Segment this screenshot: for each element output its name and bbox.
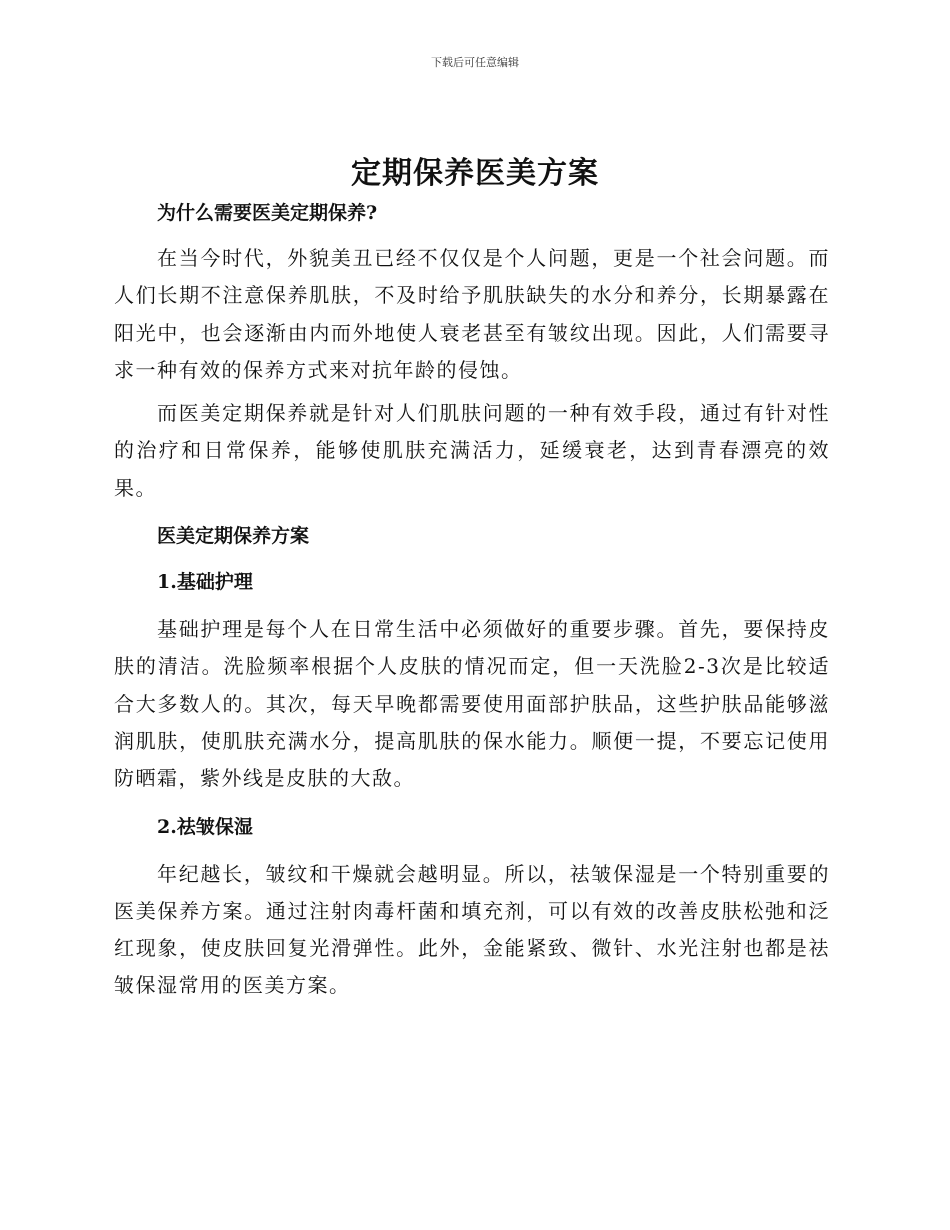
- paragraph-why-1: 在当今时代，外貌美丑已经不仅仅是个人问题，更是一个社会问题。而人们长期不注意保养肌肤，不及时给予肌肤缺失的水分和养分，长期暴露在阳光中，也会逐渐由内而外地使人衰老甚至有皱纹出现。因此，人们需要寻求一种有效的保养方式来对抗年龄的侵蚀。: [114, 246, 830, 382]
- subheading-basic-care: 1.基础护理: [157, 571, 253, 594]
- document-title: 定期保养医美方案: [351, 156, 599, 191]
- paragraph-basic-care: 基础护理是每个人在日常生活中必须做好的重要步骤。首先，要保持皮肤的清洁。洗脸频率根据个人皮肤的情况而定，但一天洗脸2-3次是比较适合大多数人的。其次，每天早晚都需要使用面部护肤品，这些护肤品能够滋润肌肤，使肌肤充满水分，提高肌肤的保水能力。顺便一提，不要忘记使用防晒霜，紫外线是皮肤的大敌。: [114, 617, 830, 791]
- header-note: 下载后可任意编辑: [431, 56, 519, 69]
- section-heading-why: 为什么需要医美定期保养?: [157, 202, 378, 224]
- subheading-wrinkle-moisture: 2.祛皱保湿: [157, 815, 253, 838]
- paragraph-wrinkle-moisture: 年纪越长，皱纹和干燥就会越明显。所以，祛皱保湿是一个特别重要的医美保养方案。通过注射肉毒杆菌和填充剂，可以有效的改善皮肤松弛和泛红现象，使皮肤回复光滑弹性。此外，金能紧致、微针、水光注射也都是祛皱保湿常用的医美方案。: [114, 861, 830, 998]
- paragraph-why-2: 而医美定期保养就是针对人们肌肤问题的一种有效手段，通过有针对性的治疗和日常保养，能够使肌肤充满活力，延缓衰老，达到青春漂亮的效果。: [114, 401, 830, 500]
- section-heading-plan: 医美定期保养方案: [157, 525, 310, 548]
- document-body: [114, 198, 830, 1005]
